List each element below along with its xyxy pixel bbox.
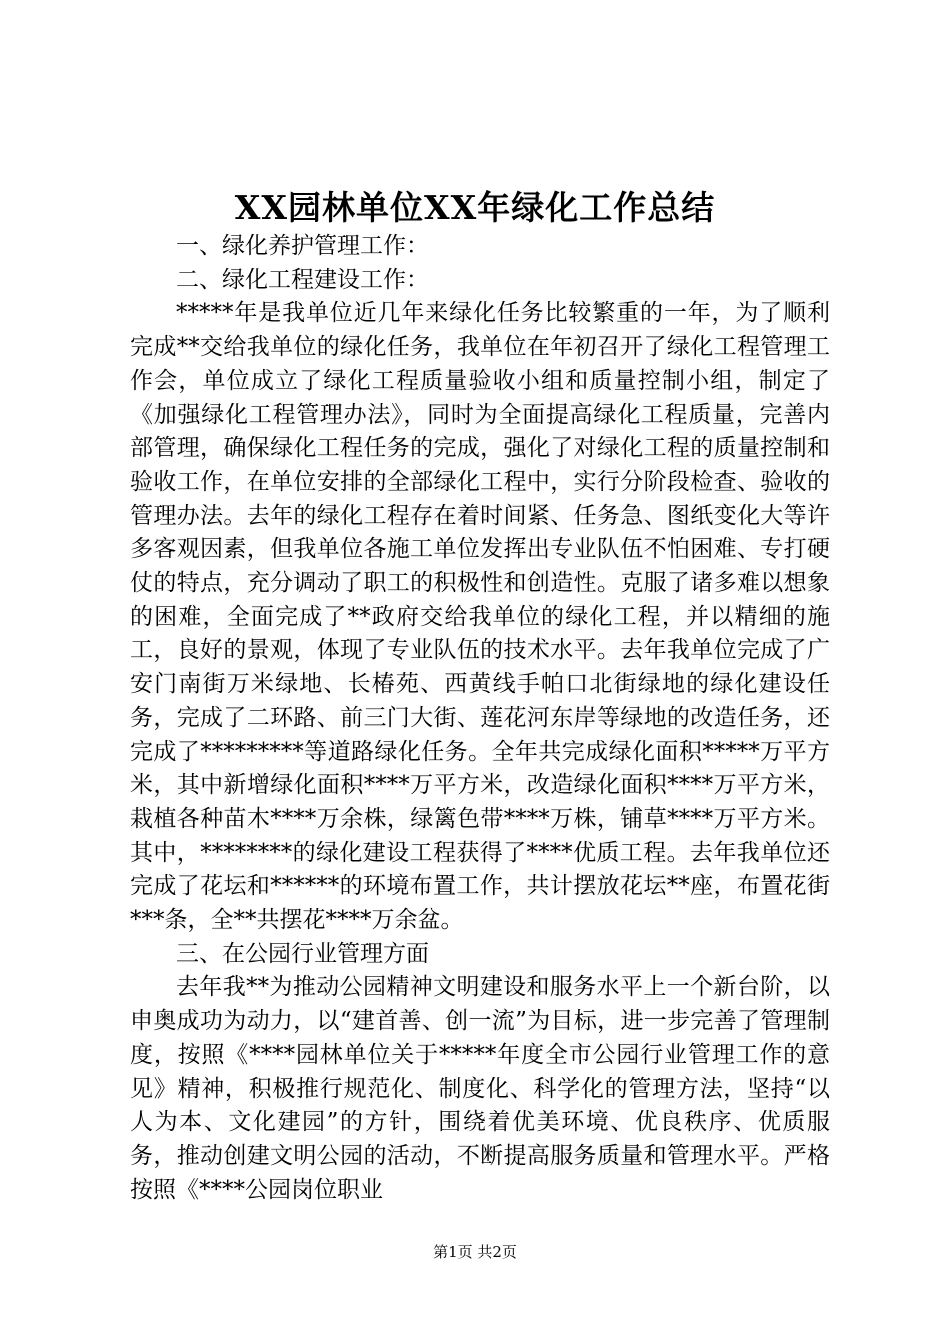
section-heading-greening-maintenance: 一、绿化养护管理工作： xyxy=(176,233,429,259)
paragraph-park-management: 去年我**为推动公园精神文明建设和服务水平上一个新台阶，以申奥成功为动力，以“建首善、创一流”为目标，进一步完善了管理制度，按照《****园林单位关于*****年度全市公园行业管理工作的意见》精神，积极推行规范化、制度化、科学化的管理方法，坚持“以人为本、文化建园”的方针，围绕着优美环境、优良秩序、优质服务，推动创建文明公园的活动，不断提高服务质量和管理水平。严格按照《****公园岗位职业 xyxy=(130,974,830,1203)
page-footer: 第1页 共2页 xyxy=(433,1243,517,1261)
section-heading-park-management: 三、在公园行业管理方面 xyxy=(176,940,429,967)
document-body xyxy=(130,230,830,1207)
paragraph-greening-construction: *****年是我单位近几年来绿化任务比较繁重的一年，为了顺利完成**交给我单位的绿化任务，我单位在年初召开了绿化工程管理工作会，单位成立了绿化工程质量验收小组和质量控制小组，制定了《加强绿化工程管理办法》，同时为全面提高绿化工程质量，完善内部管理，确保绿化工程任务的完成，强化了对绿化工程的质量控制和验收工作，在单位安排的全部绿化工程中，实行分阶段检查、验收的管理办法。去年的绿化工程存在着时间紧、任务急、图纸变化大等许多客观因素，但我单位各施工单位发挥出专业队伍不怕困难、专打硬仗的特点，充分调动了职工的积极性和创造性。克服了诸多难以想象的困难，全面完成了**政府交给我单位的绿化工程，并以精细的施工，良好的景观，体现了专业队伍的技术水平。去年我单位完成了广安门南街万米绿地、长椿苑、西黄线手帕口北街绿地的绿化建设任务，完成了二环路、前三门大街、莲花河东岸等绿地的改造任务，还完成了*********等道路绿化任务。全年共完成绿化面积*****万平方米，其中新增绿化面积****万平方米，改造绿化面积****万平方米，栽植各种苗木****万余株，绿篱色带****万株，铺草****万平方米。其中，********的绿化建设工程获得了****优质工程。去年我单位还完成了花坛和******的环境布置工作，共计摆放花坛**座，布置花街***条，全**共摆花****万余盆。 xyxy=(130,300,830,934)
section-heading-greening-construction: 二、绿化工程建设工作： xyxy=(176,266,429,293)
document-title: XX园林单位XX年绿化工作总结 xyxy=(234,188,716,227)
